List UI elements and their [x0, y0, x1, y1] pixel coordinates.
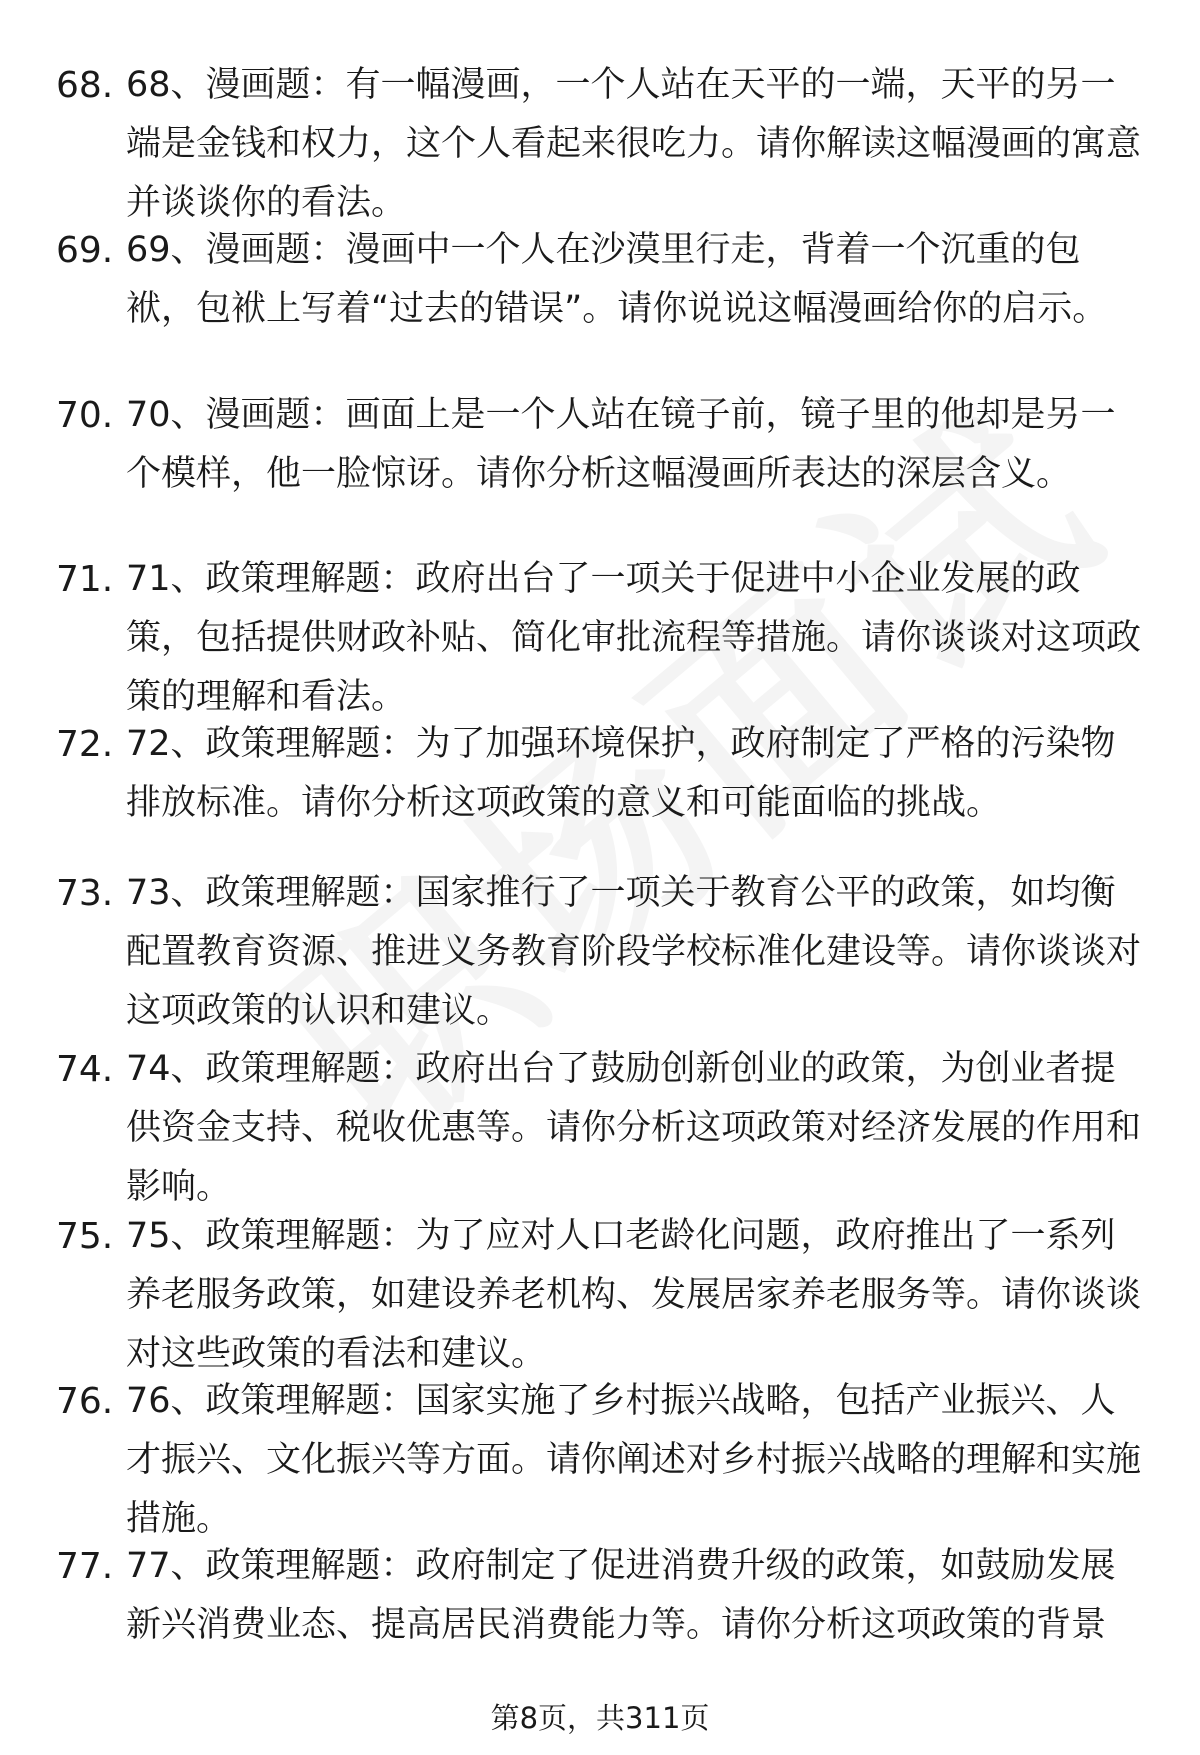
question-text: 76、政策理解题：国家实施了乡村振兴战略，包括产业振兴、人才振兴、文化振兴等方面。请你阐述对乡村振兴战略的理解和实施措施。: [126, 1381, 1142, 1539]
question-text: 74、政策理解题：政府出台了鼓励创新创业的政策，为创业者提供资金支持、税收优惠等。请你分析这项政策对经济发展的作用和影响。: [126, 1049, 1142, 1207]
page-footer: 第8页，共311页: [490, 1701, 710, 1735]
question-number: 76.: [56, 1381, 114, 1422]
question-number: 75.: [56, 1216, 114, 1257]
question-text: 70、漫画题：画面上是一个人站在镜子前，镜子里的他却是另一个模样，他一脸惊讶。请你分析这幅漫画所表达的深层含义。: [126, 395, 1116, 494]
question-text: 77、政策理解题：政府制定了促进消费升级的政策，如鼓励发展新兴消费业态、提高居民消费能力等。请你分析这项政策的背景: [126, 1546, 1116, 1645]
question-number: 77.: [56, 1546, 114, 1587]
question-text: 72、政策理解题：为了加强环境保护，政府制定了严格的污染物排放标准。请你分析这项政策的意义和可能面临的挑战。: [126, 724, 1116, 823]
question-number: 73.: [56, 873, 114, 914]
question-number: 69.: [56, 230, 114, 271]
question-text: 68、漫画题：有一幅漫画，一个人站在天平的一端，天平的另一端是金钱和权力，这个人看起来很吃力。请你解读这幅漫画的寓意并谈谈你的看法。: [126, 65, 1142, 223]
question-number: 74.: [56, 1049, 114, 1090]
question-number: 72.: [56, 724, 114, 765]
question-number: 71.: [56, 559, 114, 600]
question-text: 73、政策理解题：国家推行了一项关于教育公平的政策，如均衡配置教育资源、推进义务教育阶段学校标准化建设等。请你谈谈对这项政策的认识和建议。: [126, 873, 1142, 1031]
question-text: 69、漫画题：漫画中一个人在沙漠里行走，背着一个沉重的包袱，包袱上写着“过去的错误”。请你说说这幅漫画给你的启示。: [126, 230, 1108, 329]
question-text: 71、政策理解题：政府出台了一项关于促进中小企业发展的政策，包括提供财政补贴、简化审批流程等措施。请你谈谈对这项政策的理解和看法。: [126, 559, 1142, 717]
question-text: 75、政策理解题：为了应对人口老龄化问题，政府推出了一系列养老服务政策，如建设养老机构、发展居家养老服务等。请你谈谈对这些政策的看法和建议。: [126, 1216, 1142, 1374]
question-number: 68.: [56, 65, 114, 106]
question-number: 70.: [56, 395, 114, 436]
